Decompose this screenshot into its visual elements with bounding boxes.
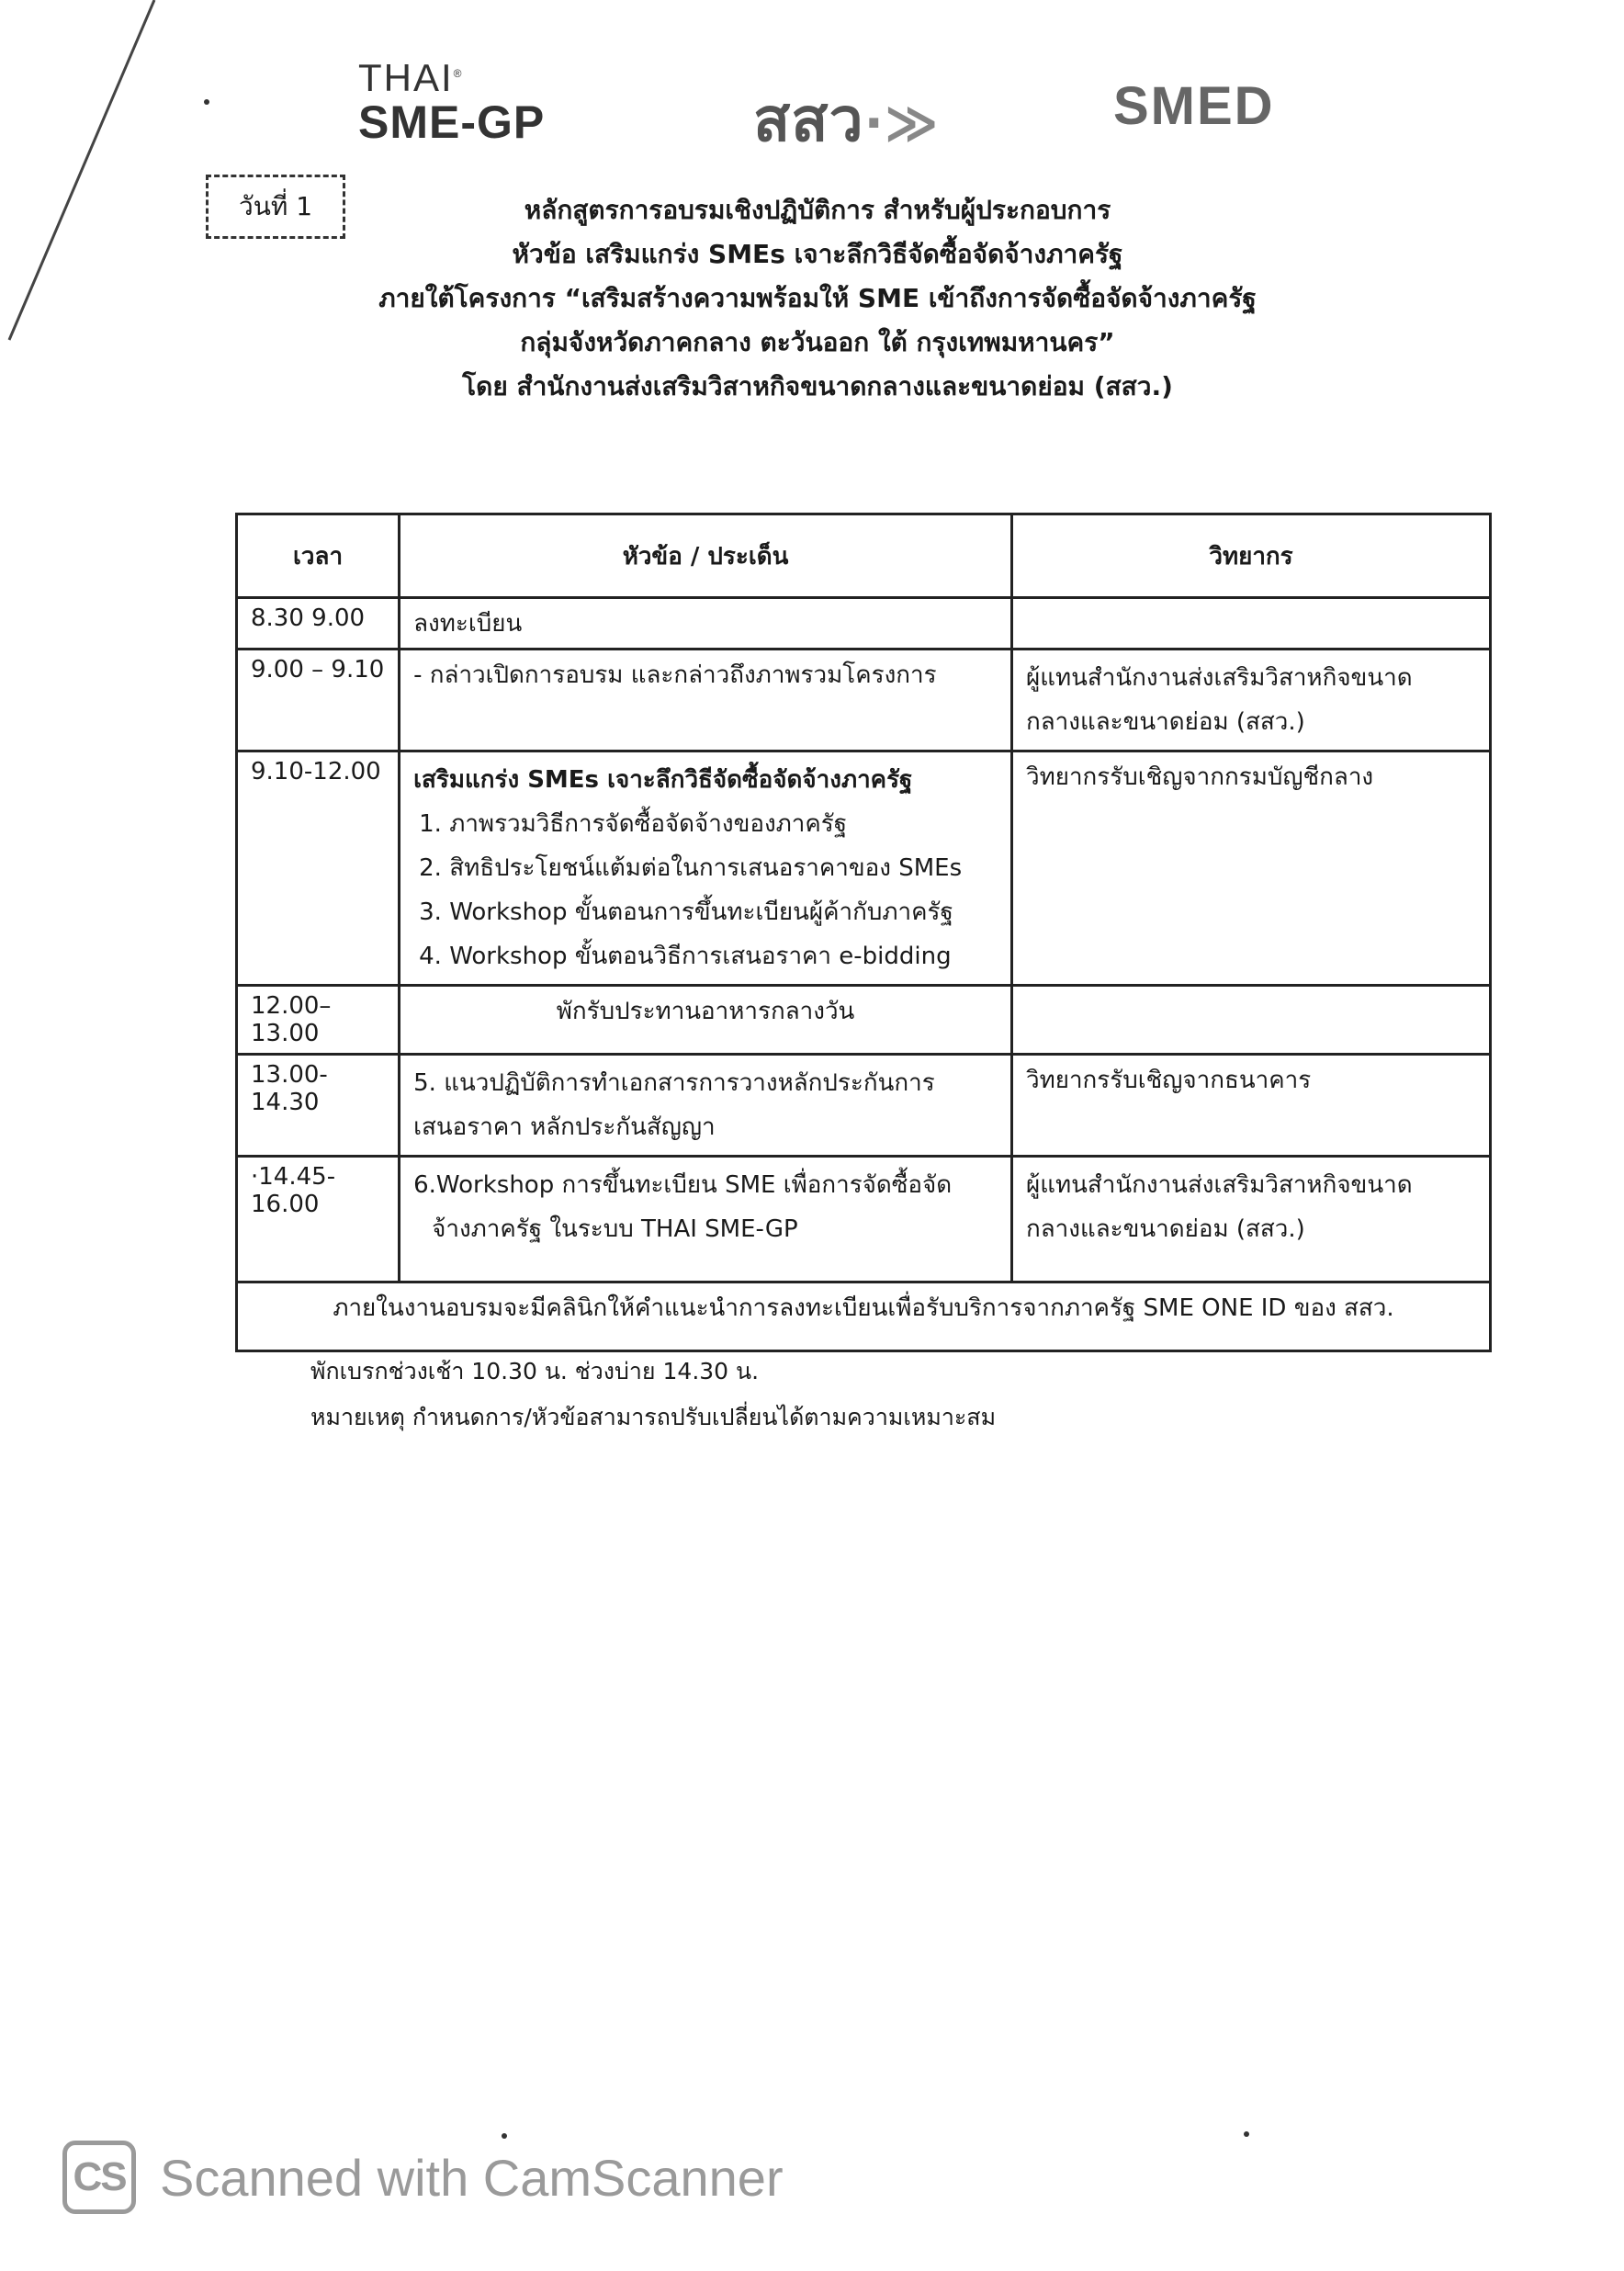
cell-topic	[400, 751, 1012, 986]
table-row	[237, 1157, 1491, 1282]
cell-speaker: วิทยากรรับเชิญจากกรมบัญชีกลาง	[1011, 751, 1490, 986]
topic-line: 5. แนวปฏิบัติการทำเอกสารการวางหลักประกันการ	[413, 1069, 935, 1097]
cell-time: 8.30 9.00	[237, 598, 400, 650]
table-row	[237, 751, 1491, 986]
cell-time: 12.00–13.00	[237, 986, 400, 1055]
cell-speaker	[1011, 650, 1490, 751]
title-line: โดย สำนักงานส่งเสริมวิสาหกิจขนาดกลางและขนาดย่อม (สสว.)	[462, 371, 1173, 401]
cell-topic	[400, 1157, 1012, 1282]
header-topic: หัวข้อ / ประเด็น	[400, 514, 1012, 598]
title-line: กลุ่มจังหวัดภาคกลาง ตะวันออก ใต้ กรุงเทพมหานคร”	[520, 327, 1115, 357]
logo-thai-text: THAI	[358, 56, 454, 99]
header-speaker: วิทยากร	[1011, 514, 1490, 598]
camscanner-watermark	[62, 2141, 784, 2214]
schedule-table	[235, 513, 1492, 1352]
table-header-row	[237, 514, 1491, 598]
speaker-line: กลางและขนาดย่อม (สสว.)	[1025, 1215, 1305, 1243]
cell-topic: พักรับประทานอาหารกลางวัน	[400, 986, 1012, 1055]
cell-time: 9.10-12.00	[237, 751, 400, 986]
speaker-line: ผู้แทนสำนักงานส่งเสริมวิสาหกิจขนาด	[1025, 664, 1413, 692]
logo-sme-gp-text: SME-GP	[358, 96, 546, 148]
clinic-note: ภายในงานอบรมจะมีคลินิกให้คำแนะนำการลงทะเบียนเพื่อรับบริการจากภาครัฐ SME ONE ID ของ สสว.	[237, 1282, 1491, 1351]
speaker-line: ผู้แทนสำนักงานส่งเสริมวิสาหกิจขนาด	[1025, 1171, 1413, 1199]
osmep-logo: สสว·≫	[753, 85, 940, 155]
topic-item: 2. สิทธิประโยชน์แต้มต่อในการเสนอราคาของ SMEs	[419, 854, 963, 882]
topic-line: 6.Workshop การขึ้นทะเบียน SME เพื่อการจัดซื้อจัด	[413, 1171, 953, 1199]
camscanner-icon-text: CS	[73, 2154, 126, 2199]
scan-speck	[204, 99, 209, 105]
table-row	[237, 650, 1491, 751]
cell-topic	[400, 1055, 1012, 1157]
document-title	[349, 188, 1286, 409]
title-line: ภายใต้โครงการ “เสริมสร้างความพร้อมให้ SME เข้าถึงการจัดซื้อจัดจ้างภาครัฐ	[378, 283, 1257, 313]
cell-time: 13.00-14.30	[237, 1055, 400, 1157]
scan-speck	[502, 2133, 507, 2139]
smed-logo	[1113, 75, 1275, 137]
thai-sme-gp-logo: THAI® SME-GP	[358, 56, 546, 148]
break-note: พักเบรกช่วงเช้า 10.30 น. ช่วงบ่าย 14.30 น.	[310, 1358, 760, 1384]
topic-line: เสนอราคา หลักประกันสัญญา	[413, 1113, 716, 1141]
topic-item: 4. Workshop ขั้นตอนวิธีการเสนอราคา e-bidding	[419, 943, 952, 970]
table-row	[237, 598, 1491, 650]
topic-heading: เสริมแกร่ง SMEs เจาะลึกวิธีจัดซื้อจัดจ้างภาครัฐ	[413, 766, 913, 794]
logo-smed-text: SMED	[1113, 76, 1275, 136]
title-line: หลักสูตรการอบรมเชิงปฏิบัติการ สำหรับผู้ประกอบการ	[524, 195, 1111, 225]
table-row	[237, 986, 1491, 1055]
remark-note: หมายเหตุ กำหนดการ/หัวข้อสามารถปรับเปลี่ยนได้ตามความเหมาะสม	[310, 1404, 997, 1430]
cell-speaker	[1011, 598, 1490, 650]
table-footer-row	[237, 1282, 1491, 1351]
table-row	[237, 1055, 1491, 1157]
notes-block	[310, 1349, 996, 1441]
cell-speaker	[1011, 986, 1490, 1055]
cell-time: 9.00 – 9.10	[237, 650, 400, 751]
topic-line: จ้างภาครัฐ ในระบบ THAI SME-GP	[432, 1215, 798, 1243]
cell-speaker	[1011, 1157, 1490, 1282]
title-line: หัวข้อ เสริมแกร่ง SMEs เจาะลึกวิธีจัดซื้อจัดจ้างภาครัฐ	[512, 239, 1123, 269]
camscanner-text: Scanned with CamScanner	[160, 2148, 784, 2207]
topic-item: 1. ภาพรวมวิธีการจัดซื้อจัดจ้างของภาครัฐ	[419, 810, 848, 838]
cell-topic: - กล่าวเปิดการอบรม และกล่าวถึงภาพรวมโครงการ	[400, 650, 1012, 751]
day-label: วันที่ 1	[238, 191, 313, 221]
logo-osmep-text: สสว	[753, 85, 864, 155]
scan-speck	[1244, 2131, 1249, 2137]
scan-edge-line	[0, 0, 184, 349]
header-time: เวลา	[237, 514, 400, 598]
topic-item: 3. Workshop ขั้นตอนการขึ้นทะเบียนผู้ค้ากับภาครัฐ	[419, 898, 953, 926]
speaker-line: กลางและขนาดย่อม (สสว.)	[1025, 708, 1305, 736]
cell-topic: ลงทะเบียน	[400, 598, 1012, 650]
camscanner-icon	[62, 2141, 136, 2214]
day-label-box	[206, 175, 345, 239]
cell-speaker: วิทยากรรับเชิญจากธนาคาร	[1011, 1055, 1490, 1157]
cell-time: ·14.45-16.00	[237, 1157, 400, 1282]
